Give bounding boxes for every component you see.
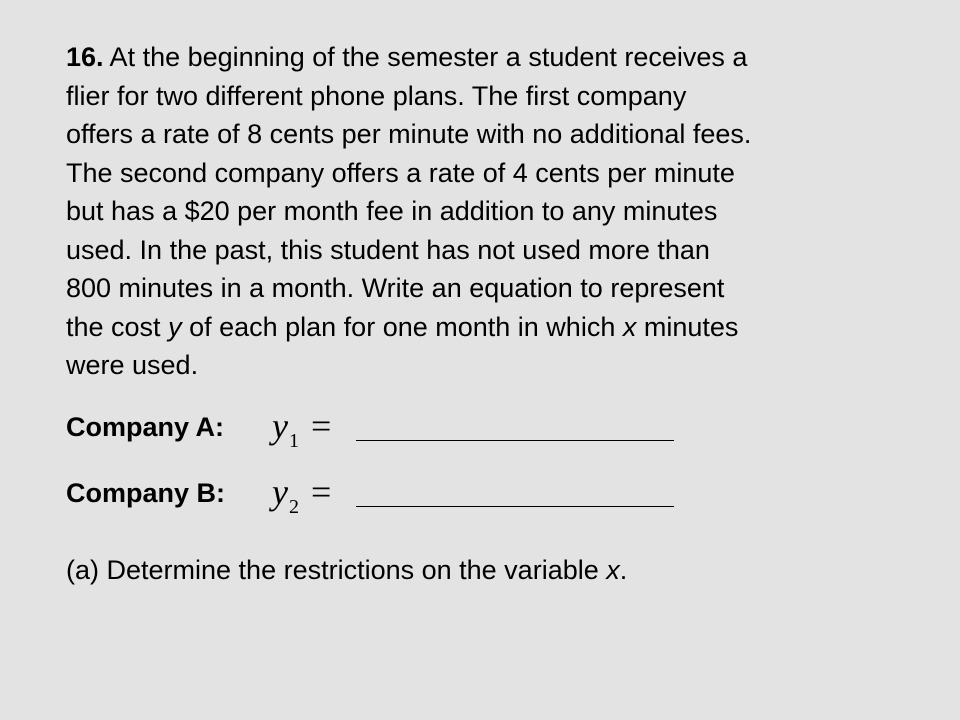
company-a-equals: =	[310, 406, 332, 446]
company-a-row	[66, 406, 706, 452]
problem-line-1-text: At the beginning of the semester a student receives a	[103, 42, 748, 72]
part-a-text: (a) Determine the restrictions on the variable	[66, 555, 607, 585]
problem-line-1	[66, 38, 896, 77]
part-a-period: .	[619, 555, 628, 585]
company-b-label: Company B:	[66, 478, 226, 508]
problem-line-8-a: the cost	[66, 311, 169, 342]
variable-x: x	[622, 311, 637, 342]
problem-line-8	[66, 308, 896, 347]
problem-line-6: used. In the past, this student has not used more than	[66, 234, 710, 265]
problem-line-9: were used.	[66, 350, 199, 380]
company-b-subscript: 2	[288, 496, 299, 518]
company-b-answer-blank[interactable]	[356, 506, 674, 507]
company-a-answer-blank[interactable]	[356, 440, 674, 441]
variable-y: y	[168, 311, 182, 342]
part-a-variable-x: x	[606, 555, 620, 585]
problem-number: 16.	[66, 42, 104, 72]
company-a-subscript: 1	[288, 430, 299, 452]
company-b-row	[66, 472, 706, 518]
problem-line-4: The second company offers a rate of 4 cents per minute	[66, 157, 735, 188]
company-a-equation	[272, 404, 331, 454]
problem-line-5: but has a $20 per month fee in addition to any minutes	[66, 196, 718, 226]
problem-line-2: flier for two different phone plans. The first company	[66, 80, 687, 111]
part-a-question	[66, 551, 627, 589]
company-a-label: Company A:	[66, 412, 225, 442]
problem-statement	[66, 38, 896, 385]
problem-line-8-c: minutes	[636, 311, 739, 342]
company-b-equation	[272, 470, 331, 520]
problem-line-7: 800 minutes in a month. Write an equation to represent	[66, 273, 725, 303]
problem-line-3: offers a rate of 8 cents per minute with no additional fees.	[66, 119, 752, 149]
company-b-var: y	[272, 472, 288, 512]
company-b-equals: =	[310, 472, 332, 512]
company-a-var: y	[272, 406, 288, 446]
problem-line-8-b: of each plan for one month in which	[181, 311, 623, 342]
